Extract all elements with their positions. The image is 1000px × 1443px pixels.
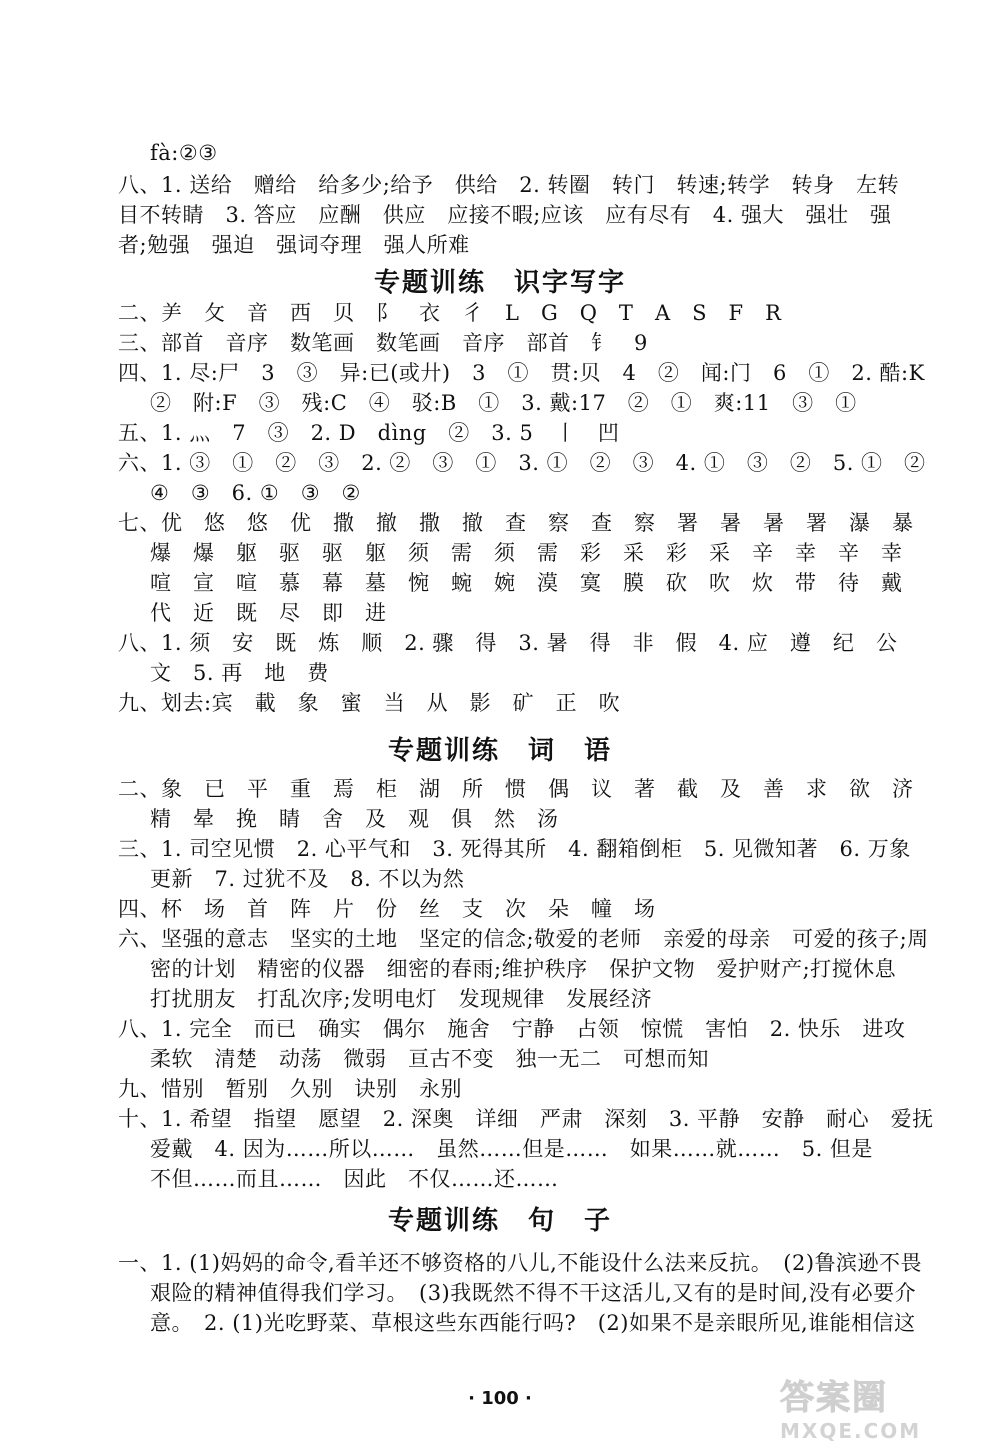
text-line: 文 5. 再 地 费: [150, 661, 329, 685]
text-line: 艰险的精神值得我们学习。 (3)我既然不得不干这活儿,又有的是时间,没有必要介: [150, 1281, 917, 1305]
text-line: 更新 7. 过犹不及 8. 不以为然: [150, 867, 465, 891]
text-line: 一、1. (1)妈妈的命令,看羊还不够资格的八儿,不能设什么法来反抗。 (2)鲁滨逊不畏: [118, 1251, 923, 1275]
text-line: 爱戴 4. 因为……所以…… 虽然……但是…… 如果……就…… 5. 但是: [150, 1137, 873, 1161]
section-title: 专题训练 句 子: [387, 1206, 612, 1236]
text-line: 精 晕 挽 睛 舍 及 观 俱 然 汤: [150, 807, 559, 831]
text-line: 四、杯 场 首 阵 片 份 丝 支 次 朵 幢 场: [118, 897, 656, 921]
text-line: 二、⺶ 攵 音 西 贝 阝 衣 彳 L G Q T A S F R: [118, 301, 782, 325]
text-line: 喧 宣 喧 慕 幕 墓 惋 蜿 婉 漠 寞 膜 砍 吹 炊 带 待 戴: [150, 571, 903, 595]
text-line: 三、部首 音序 数笔画 数笔画 音序 部首 钅 9: [118, 331, 648, 355]
text-line: 柔软 清楚 动荡 微弱 亘古不变 独一无二 可想而知: [150, 1047, 709, 1071]
text-line: 打扰朋友 打乱次序;发明电灯 发现规律 发展经济: [150, 987, 653, 1011]
text-line: 爆 爆 躯 驱 驱 躯 须 需 须 需 彩 采 彩 采 辛 幸 辛 幸: [150, 541, 903, 565]
watermark-url: MXQE.COM: [780, 1419, 922, 1443]
text-line: 九、划去:宾 載 象 蜜 当 从 影 矿 正 吹: [118, 691, 621, 715]
text-line: 三、1. 司空见惯 2. 心平气和 3. 死得其所 4. 翻箱倒柜 5. 见微知著 6. 万象: [118, 837, 911, 861]
page-number: · 100 ·: [468, 1388, 532, 1409]
text-line: 者;勉强 强迫 强词夺理 强人所难: [118, 233, 470, 257]
text-line: 二、象 已 平 重 焉 柜 湖 所 惯 偶 议 著 截 及 善 求 欲 济: [118, 777, 914, 801]
text-line: 八、1. 须 安 既 炼 顺 2. 骤 得 3. 暑 得 非 假 4. 应 遵 纪 公: [118, 631, 898, 655]
text-line: 意。 2. (1)光吃野菜、草根这些东西能行吗? (2)如果不是亲眼所见,谁能相信这: [150, 1311, 916, 1335]
text-line: 密的计划 精密的仪器 细密的春雨;维护秩序 保护文物 爱护财产;打搅休息: [150, 957, 897, 981]
text-line: 目不转睛 3. 答应 应酬 供应 应接不暇;应该 应有尽有 4. 强大 强壮 强: [118, 203, 892, 227]
text-line: fà:②③: [150, 141, 218, 165]
text-line: 六、坚强的意志 坚实的土地 坚定的信念;敬爱的老师 亲爱的母亲 可爱的孩子;周: [118, 927, 929, 951]
text-line: 九、惜别 暂别 久别 诀别 永别: [118, 1077, 462, 1101]
text-line: ② 附:F ③ 残:C ④ 驳:B ① 3. 戴:17 ② ① 爽:11 ③ ①: [150, 391, 857, 415]
text-line: 五、1. 灬 7 ③ 2. D dìng ② 3. 5 丨 凹: [118, 421, 620, 445]
text-line: 十、1. 希望 指望 愿望 2. 深奥 详细 严肃 深刻 3. 平静 安静 耐心 爱抚: [118, 1107, 934, 1131]
watermark-text: 答案圈: [780, 1378, 888, 1418]
text-line: 七、优 悠 悠 优 撒 撤 撒 撤 查 察 查 察 署 暑 暑 署 瀑 暴: [118, 511, 914, 535]
text-line: 八、1. 送给 赠给 给多少;给予 供给 2. 转圈 转门 转速;转学 转身 左转: [118, 173, 900, 197]
text-line: 不但……而且…… 因此 不仅……还……: [150, 1167, 559, 1191]
watermark-logo: [780, 1370, 980, 1443]
section-title: 专题训练 词 语: [387, 736, 612, 766]
section-title: 专题训练 识字写字: [373, 268, 626, 298]
text-line: 八、1. 完全 而已 确实 偶尔 施舍 宁静 占领 惊慌 害怕 2. 快乐 进攻: [118, 1017, 906, 1041]
text-line: 六、1. ③ ① ② ③ 2. ② ③ ① 3. ① ② ③ 4. ① ③ ② 5. ① ②: [118, 451, 926, 475]
text-line: 四、1. 尽:尸 3 ③ 异:已(或廾) 3 ① 贯:贝 4 ② 闻:门 6 ① 2. 酷:K: [118, 361, 925, 385]
text-line: 代 近 既 尽 即 进: [150, 601, 387, 625]
text-line: ④ ③ 6. ① ③ ②: [150, 481, 361, 505]
